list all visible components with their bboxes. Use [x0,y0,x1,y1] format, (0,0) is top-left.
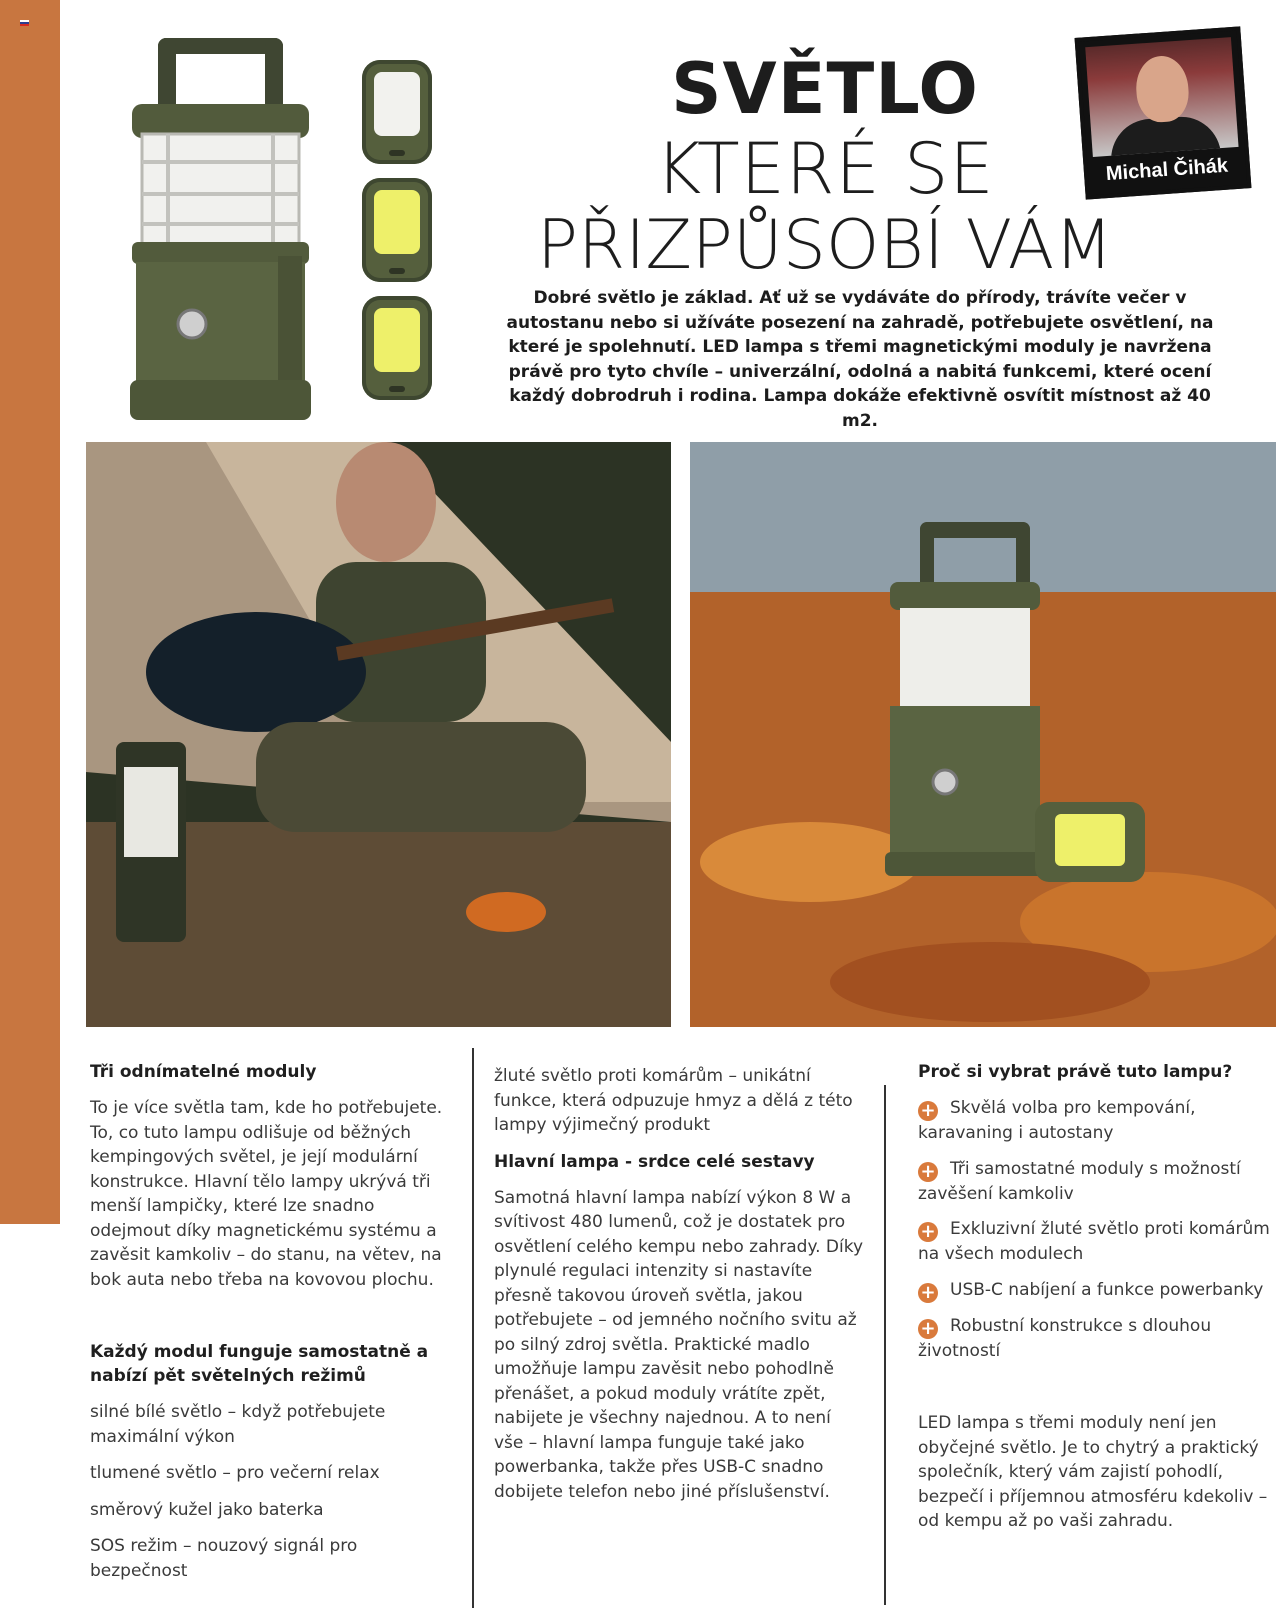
plus-icon: + [918,1101,938,1121]
module-light-yellow [374,308,420,372]
mode-item: SOS režim – nouzový signál pro bezpečnost [90,1536,358,1581]
module-white [362,60,432,164]
benefit-item: + Robustní konstrukce s dlouhou životností [918,1315,1212,1361]
heading-why: Proč si vybrat právě tuto lampu? [918,1062,1233,1082]
lamp-product-image [128,34,313,424]
module-button [389,268,405,274]
plus-icon: + [918,1222,938,1242]
module-yellow [362,296,432,400]
title-line-3: PŘIZPŮSOBÍ VÁM [537,206,1113,285]
title-line-1: SVĚTLO [671,48,979,130]
plus-icon: + [918,1283,938,1303]
autumn-lamp-photo [690,442,1276,1027]
intro-paragraph: Dobré světlo je základ. Ať už se vydáváte do přírody, trávíte večer v autostanu nebo si užíváte posezení na zahradě, potřebujete osvětlení, na které je spolehnutí. LED lampa s třemi magnetickými moduly je navržena právě pro tyto chvíle – univerzální, odolná a nabitá funkcemi, které ocení každý dobrodruh i rodina. Lampa dokáže efektivně osvítit místnost až 40 m2. [506,288,1214,431]
column-1 [90,1060,460,1583]
heading-modules: Tři odnímatelné moduly [90,1062,317,1082]
title-line-2: KTERÉ SE [655,128,995,210]
column-3 [918,1060,1278,1534]
module-light-white [374,72,420,136]
benefit-item: + Exkluzivní žluté světlo proti komárům na všech modulech [918,1219,1270,1264]
author-name: Michal Čihák [1105,154,1229,186]
para-modules: To je více světla tam, kde ho potřebujete. To, co tuto lampu odlišuje od běžných kempingových světel, je její modulární konstrukce. Hlavní tělo lampy ukrývá tři menší lampičky, které lze snadno odejmout díky magnetickému systému a zavěsit kamkoliv – do stanu, na větev, na bok auta nebo třeba na kovovou plochu. [90,1098,443,1290]
closing-paragraph: LED lampa s třemi moduly není jen obyčejné světlo. Je to chytrý a praktický společník, který vám zajistí pohodlí, bezpečí i příjemnou atmosféru kdekoliv – od kempu až po vaši zahradu. [918,1413,1268,1531]
column-divider [472,1048,474,1608]
mode-item: tlumené světlo – pro večerní relax [90,1463,380,1483]
author-photo [1085,37,1238,157]
heading-main-lamp: Hlavní lampa - srdce celé sestavy [494,1151,815,1172]
para-main-lamp: Samotná hlavní lampa nabízí výkon 8 W a svítivost 480 lumenů, což je dostatek pro osvětlení celého kempu nebo zahrady. Díky plynulé regulaci intenzity si nastavíte přesně takovou úroveň světla, jakou potřebujete – od jemného nočního svitu až po silný zdroj světla. Praktické madlo umožňuje lampu zavěsit nebo pohodlně přenášet, a pokud moduly vrátíte zpět, nabijete je všechny najednou. A to není vše – hlavní lampa funguje také jako powerbanka, takže přes USB-C snadno dobijete telefon nebo jiné příslušenství. [494,1187,864,1502]
benefit-item: + Skvělá volba pro kempování, karavaning i autostany [918,1098,1196,1143]
mode-item: silné bílé světlo – když potřebujete maximální výkon [90,1402,386,1447]
module-yellow [362,178,432,282]
module-light-yellow [374,190,420,254]
module-button [389,386,405,392]
mode-item: směrový kužel jako baterka [90,1499,324,1520]
author-badge [1075,26,1252,199]
plus-icon: + [918,1319,938,1339]
flag-icon [20,20,29,26]
plus-icon: + [918,1162,938,1182]
column-2 [494,1064,864,1504]
benefit-item: + Tři samostatné moduly s možností zavěšení kamkoliv [918,1158,1241,1204]
camping-guitar-photo [86,442,671,1027]
module-button [389,150,405,156]
accent-sidebar [0,0,60,1224]
heading-modes: Každý modul funguje samostatně a nabízí pět světelných režimů [90,1342,429,1386]
column-divider [884,1085,886,1605]
benefit-item: + USB-C nabíjení a funkce powerbanky [918,1278,1278,1303]
para-mosquito: žluté světlo proti komárům – unikátní funkce, která odpuzuje hmyz a dělá z této lampy výjimečný produkt [494,1066,853,1135]
